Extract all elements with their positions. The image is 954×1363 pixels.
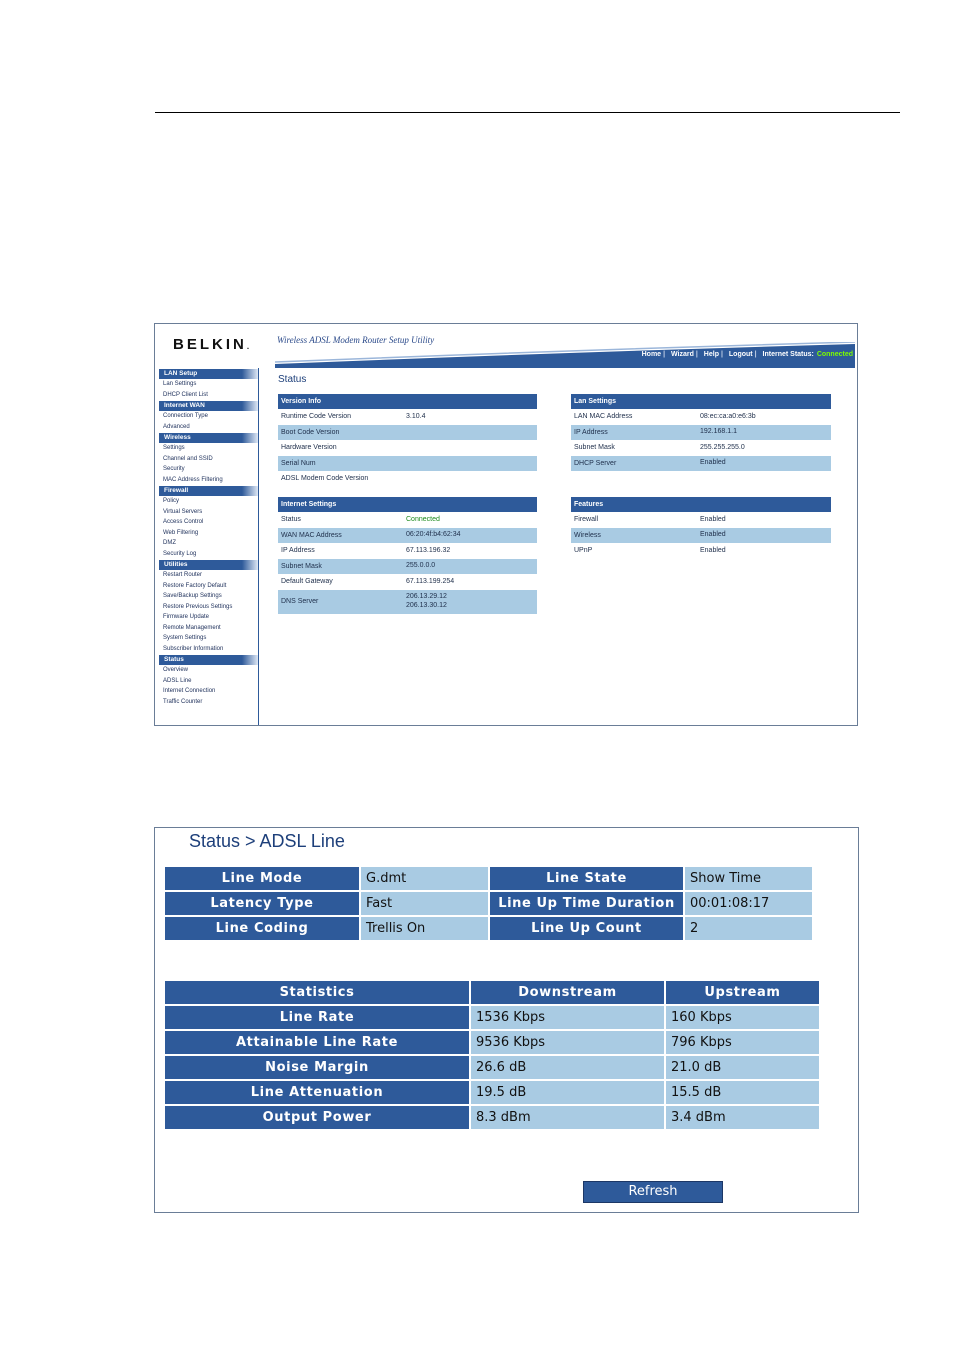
field-label: Line State xyxy=(490,867,683,890)
sidebar-section-header: Status xyxy=(159,655,258,665)
sidebar-item[interactable]: ADSL Line xyxy=(163,677,192,684)
table-row xyxy=(571,528,831,544)
features-table xyxy=(571,497,831,559)
row-label: IP Address xyxy=(281,547,315,555)
row-label: Status xyxy=(281,516,301,524)
sidebar-item[interactable]: System Settings xyxy=(163,635,207,641)
field-value: Trellis On xyxy=(361,917,488,940)
field-label: Line Coding xyxy=(165,917,359,940)
statistic-value: 15.5 dB xyxy=(666,1081,819,1104)
lan-settings-table xyxy=(571,394,831,471)
app-title: Wireless ADSL Modem Router Setup Utility xyxy=(277,335,435,345)
sidebar xyxy=(159,368,259,725)
sidebar-item[interactable]: DMZ xyxy=(163,540,176,546)
sidebar-section-header: Wireless xyxy=(159,433,258,443)
statistic-value: 796 Kbps xyxy=(666,1031,819,1054)
table-row xyxy=(278,559,537,575)
table-row xyxy=(165,1081,819,1104)
page-divider xyxy=(155,112,900,113)
statistic-value: 8.3 dBm xyxy=(471,1106,664,1129)
sidebar-item[interactable]: Settings xyxy=(163,445,185,451)
row-value: 08:ec:ca:a0:e6:3b xyxy=(700,412,756,420)
table-header: Version Info xyxy=(278,394,537,409)
row-label: Subnet Mask xyxy=(281,562,322,570)
row-label: Firewall xyxy=(574,516,599,524)
row-value: 206.13.29.12 206.13.30.12 xyxy=(406,593,447,609)
nav-help-link[interactable]: Help xyxy=(703,351,719,358)
sidebar-item[interactable]: MAC Address Filtering xyxy=(163,476,223,483)
sidebar-item[interactable]: Subscriber Information xyxy=(163,645,224,652)
table-row xyxy=(278,590,537,614)
statistic-value: 3.4 dBm xyxy=(666,1106,819,1129)
field-value: 00:01:08:17 xyxy=(685,892,812,915)
table-row xyxy=(165,1031,819,1054)
table-row xyxy=(165,892,812,915)
sidebar-item[interactable]: Virtual Servers xyxy=(163,508,203,515)
row-value: Enabled xyxy=(700,531,726,538)
table-row xyxy=(571,512,831,528)
row-label: Wireless xyxy=(574,531,601,539)
sidebar-item[interactable]: DHCP Client List xyxy=(163,391,208,398)
statistic-value: 26.6 dB xyxy=(471,1056,664,1079)
nav-wizard-link[interactable]: Wizard xyxy=(670,351,694,358)
sidebar-item[interactable]: Security Log xyxy=(163,550,197,557)
statistic-name: Line Attenuation xyxy=(165,1081,469,1104)
row-value: 255.0.0.0 xyxy=(406,562,436,569)
main-content xyxy=(260,368,857,725)
table-row xyxy=(571,425,831,441)
table-header: Internet Settings xyxy=(278,497,537,512)
line-info-table xyxy=(163,865,814,942)
table-row xyxy=(278,528,537,544)
table-row xyxy=(571,456,831,472)
sidebar-section-header: Firewall xyxy=(159,486,258,496)
field-label: Line Up Count xyxy=(490,917,683,940)
sidebar-item[interactable]: Traffic Counter xyxy=(163,698,203,705)
row-label: DNS Server xyxy=(281,598,319,605)
sidebar-item[interactable]: Web Filtering xyxy=(163,529,199,536)
field-value: G.dmt xyxy=(361,867,488,890)
sidebar-item[interactable]: Firmware Update xyxy=(163,614,210,620)
sidebar-section-header: Internet WAN xyxy=(159,401,258,411)
row-value: Enabled xyxy=(700,546,726,554)
version-info-table xyxy=(278,394,537,487)
table-row xyxy=(278,471,537,487)
sidebar-item[interactable]: Lan Settings xyxy=(163,381,197,387)
field-label: Line Up Time Duration xyxy=(490,892,683,915)
internet-status-label: Internet Status: xyxy=(762,351,814,358)
field-value: Fast xyxy=(361,892,488,915)
sidebar-item[interactable]: Connection Type xyxy=(163,413,208,419)
row-value: 255.255.255.0 xyxy=(700,443,745,451)
row-label: LAN MAC Address xyxy=(574,413,633,421)
row-value: Enabled xyxy=(700,515,726,523)
row-value: Connected xyxy=(406,515,440,523)
statistics-table xyxy=(163,979,821,1131)
table-header: Lan Settings xyxy=(571,394,831,409)
row-value: 67.113.196.32 xyxy=(406,546,451,554)
page-title: Status > ADSL Line xyxy=(189,831,345,851)
row-value: 192.168.1.1 xyxy=(700,428,737,435)
row-label: DHCP Server xyxy=(574,459,617,467)
top-nav: Home | Wizard | Help | Logout | Internet Status: Connected xyxy=(641,351,853,358)
table-row xyxy=(278,574,537,590)
status-overview-screenshot xyxy=(154,323,858,726)
field-label: Line Mode xyxy=(165,867,359,890)
sidebar-item[interactable]: Policy xyxy=(163,498,180,504)
table-row xyxy=(571,440,831,456)
sidebar-item[interactable]: Channel and SSID xyxy=(163,455,213,462)
row-label: UPnP xyxy=(574,547,593,555)
row-label: Subnet Mask xyxy=(574,444,615,452)
table-row xyxy=(165,917,812,940)
row-value: 3.10.4 xyxy=(406,412,426,420)
statistic-value: 160 Kbps xyxy=(666,1006,819,1029)
statistic-name: Noise Margin xyxy=(165,1056,469,1079)
statistic-value: 1536 Kbps xyxy=(471,1006,664,1029)
adsl-line-screenshot xyxy=(154,827,859,1213)
row-label: Hardware Version xyxy=(281,444,337,452)
nav-logout-link[interactable]: Logout xyxy=(728,351,753,358)
statistic-name: Output Power xyxy=(165,1106,469,1129)
row-label: Serial Num xyxy=(281,459,316,467)
internet-settings-table xyxy=(278,497,537,614)
sidebar-section-header: LAN Setup xyxy=(159,369,258,379)
statistic-name: Line Rate xyxy=(165,1006,469,1029)
column-header: Downstream xyxy=(471,981,664,1004)
sidebar-item[interactable]: Restart Router xyxy=(163,572,203,578)
table-row xyxy=(165,867,812,890)
row-label: Boot Code Version xyxy=(281,428,340,436)
table-row xyxy=(165,1056,819,1079)
field-label: Latency Type xyxy=(165,892,359,915)
sidebar-item[interactable]: Restore Previous Settings xyxy=(163,603,233,610)
sidebar-item[interactable]: Save/Backup Settings xyxy=(163,593,222,599)
row-label: IP Address xyxy=(574,428,608,436)
table-row xyxy=(165,1006,819,1029)
sidebar-item[interactable]: Restore Factory Default xyxy=(163,582,227,589)
refresh-button[interactable]: Refresh xyxy=(583,1181,723,1203)
table-row xyxy=(571,409,831,425)
nav-home-link[interactable]: Home xyxy=(641,351,662,358)
sidebar-item[interactable]: Internet Connection xyxy=(163,688,216,694)
table-header-row xyxy=(165,981,819,1004)
row-label: ADSL Modem Code Version xyxy=(281,475,369,483)
table-row xyxy=(165,1106,819,1129)
sidebar-item[interactable]: Security xyxy=(163,466,185,472)
table-row xyxy=(278,543,537,559)
table-row xyxy=(571,543,831,559)
sidebar-item[interactable]: Advanced xyxy=(163,423,190,430)
row-value: 06:20:4f:b4:62:34 xyxy=(406,531,461,538)
field-value: Show Time xyxy=(685,867,812,890)
column-header: Upstream xyxy=(666,981,819,1004)
row-value: 67.113.199.254 xyxy=(406,577,455,585)
row-label: WAN MAC Address xyxy=(281,531,342,539)
sidebar-item[interactable]: Overview xyxy=(163,667,189,673)
table-header: Features xyxy=(571,497,831,512)
table-row xyxy=(278,440,537,456)
sidebar-item[interactable]: Access Control xyxy=(163,519,204,525)
belkin-logo: BELKIN. xyxy=(173,336,250,353)
statistic-value: 9536 Kbps xyxy=(471,1031,664,1054)
table-row xyxy=(278,456,537,472)
row-label: Runtime Code Version xyxy=(281,413,352,421)
table-row xyxy=(278,512,537,528)
table-row xyxy=(278,425,537,441)
internet-status-value: Connected xyxy=(816,351,853,358)
app-header xyxy=(155,324,857,368)
column-header: Statistics xyxy=(165,981,469,1004)
row-value: Enabled xyxy=(700,459,726,466)
statistic-value: 21.0 dB xyxy=(666,1056,819,1079)
statistic-name: Attainable Line Rate xyxy=(165,1031,469,1054)
sidebar-item[interactable]: Remote Management xyxy=(163,624,221,631)
sidebar-section-header: Utilities xyxy=(159,560,258,570)
page-title: Status xyxy=(278,374,307,385)
table-row xyxy=(278,409,537,425)
row-label: Default Gateway xyxy=(281,578,333,586)
statistic-value: 19.5 dB xyxy=(471,1081,664,1104)
field-value: 2 xyxy=(685,917,812,940)
